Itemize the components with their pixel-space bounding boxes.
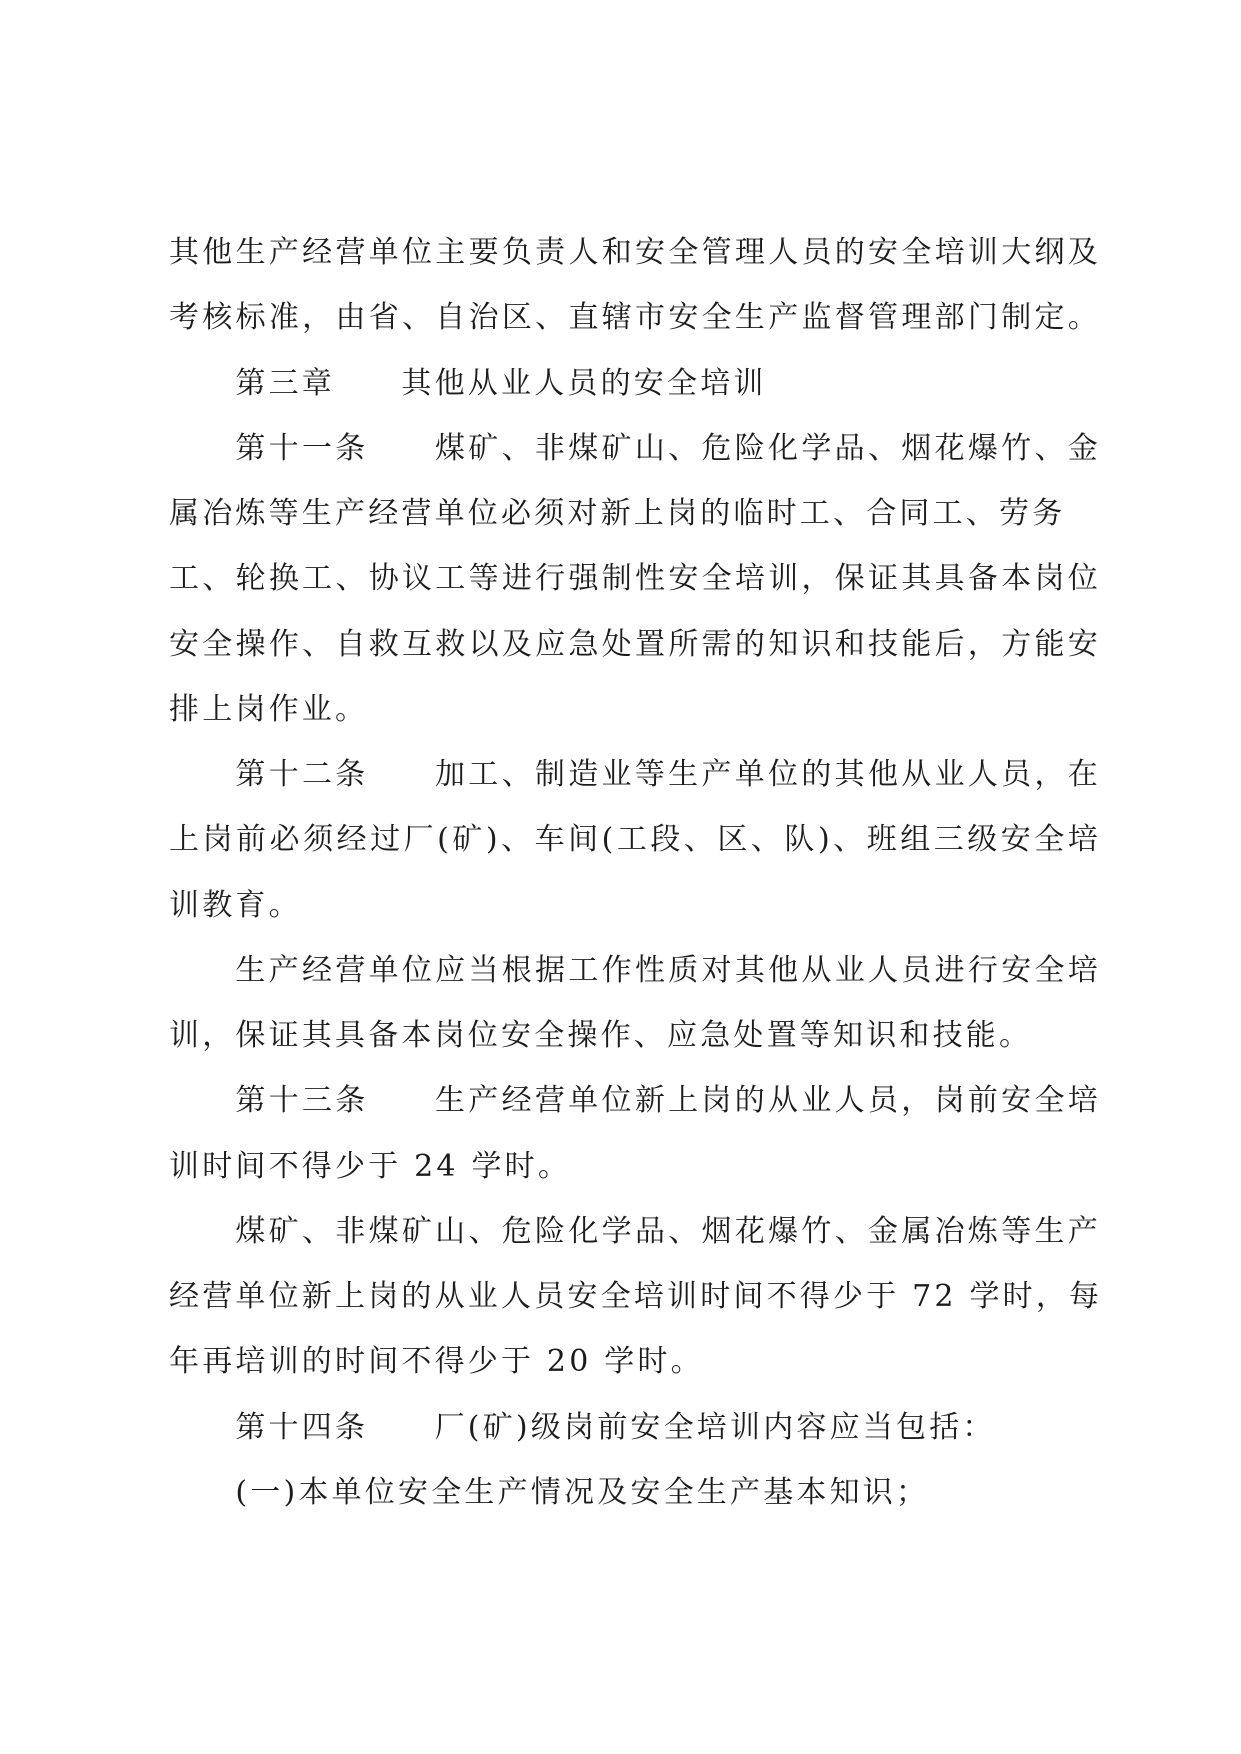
chapter-heading: [169, 351, 1101, 416]
article-first-line: [169, 416, 1101, 481]
text-line: 上岗前必须经过厂(矿)、车间(工段、区、队)、班组三级安全培: [169, 822, 1101, 858]
text-line: 安全操作、自救互救以及应急处置所需的知识和技能后，方能安: [169, 626, 1101, 662]
article-first-line: [169, 742, 1101, 807]
text-line: 生产经营单位新上岗的从业人员，岗前安全培: [435, 1083, 1101, 1119]
text-line: 训教育。: [169, 887, 302, 923]
text-line: 训时间不得少于 24 学时。: [169, 1148, 572, 1184]
text-line: 属冶炼等生产经营单位必须对新上岗的临时工、合同工、劳务: [169, 496, 1066, 531]
list-item: (一)本单位安全生产情况及安全生产基本知识；: [235, 1474, 930, 1510]
article-label: 第十四条: [235, 1409, 369, 1445]
text-line: 年再培训的时间不得少于 20 学时。: [169, 1344, 704, 1380]
text-line: 煤矿、非煤矿山、危险化学品、烟花爆竹、金属冶炼等生产: [235, 1213, 1101, 1249]
article-12: [169, 742, 1101, 1068]
text-line: 加工、制造业等生产单位的其他从业人员，在: [435, 757, 1101, 792]
text-line: 工、轮换工、协议工等进行强制性安全培训，保证其具备本岗位: [169, 561, 1101, 597]
text-line: 考核标准，由省、自治区、直辖市安全生产监督管理部门制定。: [169, 300, 1101, 336]
chapter-number: 第三章: [235, 365, 335, 401]
article-label: 第十一条: [235, 430, 369, 466]
article-label: 第十三条: [235, 1083, 369, 1119]
text-line: 其他生产经营单位主要负责人和安全管理人员的安全培训大纲及: [169, 235, 1101, 270]
article-first-line: [169, 1068, 1101, 1133]
document-body: [169, 220, 1101, 1525]
continued-paragraph: [169, 220, 1101, 351]
article-14: [169, 1395, 1101, 1526]
chapter-title: 其他从业人员的安全培训: [401, 365, 767, 401]
text-line: 生产经营单位应当根据工作性质对其他从业人员进行安全培: [235, 952, 1101, 988]
article-11: [169, 416, 1101, 742]
text-line: 厂(矿)级岗前安全培训内容应当包括：: [434, 1409, 996, 1445]
article-label: 第十二条: [235, 757, 369, 792]
article-first-line: [169, 1395, 1101, 1460]
text-line: 排上岗作业。: [169, 691, 369, 727]
text-line: 煤矿、非煤矿山、危险化学品、烟花爆竹、金: [435, 430, 1101, 466]
article-13: [169, 1068, 1101, 1394]
text-line: 经营单位新上岗的从业人员安全培训时间不得少于 72 学时，每: [169, 1279, 1103, 1314]
text-line: 训，保证其具备本岗位安全操作、应急处置等知识和技能。: [169, 1018, 1033, 1053]
